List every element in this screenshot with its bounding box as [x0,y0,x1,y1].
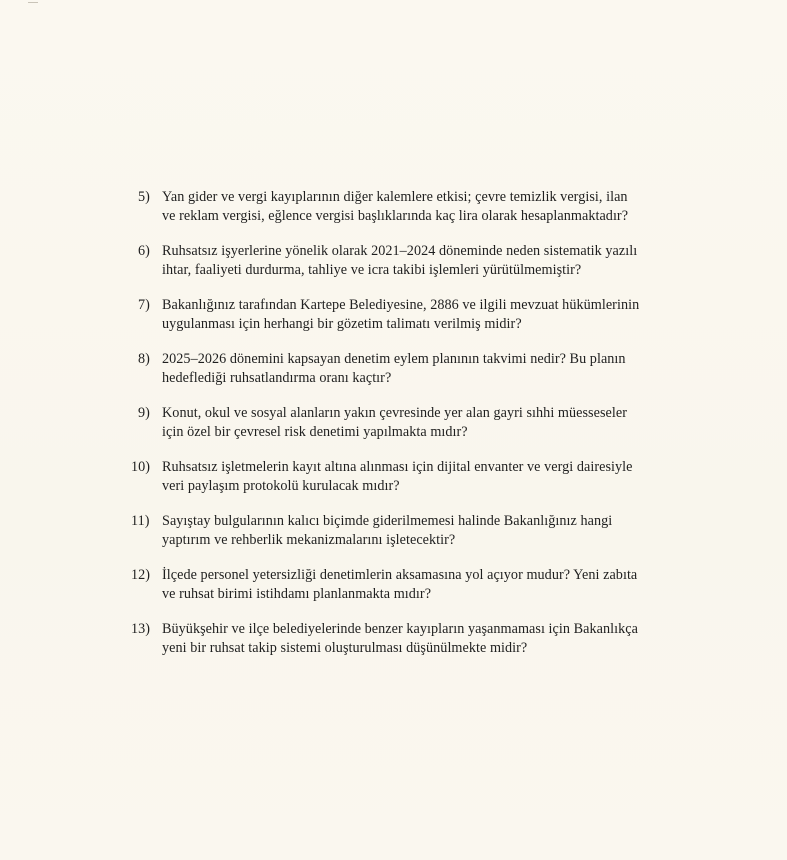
question-number: 13) [131,621,151,637]
question-number: 8) [138,351,150,367]
question-item-9 [131,404,711,441]
question-item-11 [131,512,711,549]
question-text-line: uygulanması için herhangi bir gözetim talimatı verilmiş midir? [162,315,522,332]
question-text-line: için özel bir çevresel risk denetimi yapılmakta mıdır? [162,423,468,440]
question-item-6 [131,242,711,279]
question-item-8 [131,350,711,387]
question-text-line: yeni bir ruhsat takip sistemi oluşturulması düşünülmekte midir? [162,639,528,656]
question-number: 6) [138,243,150,259]
question-text-line: ve reklam vergisi, eğlence vergisi başlıklarında kaç lira olarak hesaplanmaktadır? [162,207,629,224]
question-text-line: yaptırım ve rehberlik mekanizmalarını işletecektir? [162,531,456,548]
question-item-10 [131,458,711,495]
scan-artifact [28,2,38,3]
question-text-line: Ruhsatsız işyerlerine yönelik olarak 2021–2024 döneminde neden sistematik yazılı [162,243,638,259]
question-number: 10) [131,459,151,475]
question-text-line: ihtar, faaliyeti durdurma, tahliye ve icra takibi işlemleri yürütülmemiştir? [162,261,582,278]
question-list [131,188,711,657]
question-number: 5) [138,189,150,205]
question-text-line: Ruhsatsız işletmelerin kayıt altına alınması için dijital envanter ve vergi dairesiyle [162,459,633,475]
question-item-7 [131,296,711,333]
question-number: 11) [131,513,150,529]
question-text-line: 2025–2026 dönemini kapsayan denetim eylem planının takvimi nedir? Bu planın [162,351,626,367]
question-item-12 [131,566,711,603]
question-text-line: Bakanlığınız tarafından Kartepe Belediyesine, 2886 ve ilgili mevzuat hükümlerinin [162,297,640,313]
question-text-line: Sayıştay bulgularının kalıcı biçimde giderilmemesi halinde Bakanlığınız hangi [162,513,613,529]
question-text-line: veri paylaşım protokolü kurulacak mıdır? [162,477,400,494]
question-number: 7) [138,297,150,313]
question-number: 9) [138,405,150,421]
question-text-line: Büyükşehir ve ilçe belediyelerinde benzer kayıpların yaşanmaması için Bakanlıkça [162,621,638,637]
question-text-line: Yan gider ve vergi kayıplarının diğer kalemlere etkisi; çevre temizlik vergisi, ilan [162,189,628,205]
question-number: 12) [131,567,151,583]
question-item-5 [131,188,711,225]
question-text-line: hedeflediği ruhsatlandırma oranı kaçtır? [162,369,392,386]
question-item-13 [131,620,711,657]
question-text-line: Konut, okul ve sosyal alanların yakın çevresinde yer alan gayri sıhhi müesseseler [162,405,628,421]
question-text-line: İlçede personel yetersizliği denetimlerin aksamasına yol açıyor mudur? Yeni zabıta [162,567,638,583]
question-text-line: ve ruhsat birimi istihdamı planlanmakta mıdır? [162,585,432,602]
